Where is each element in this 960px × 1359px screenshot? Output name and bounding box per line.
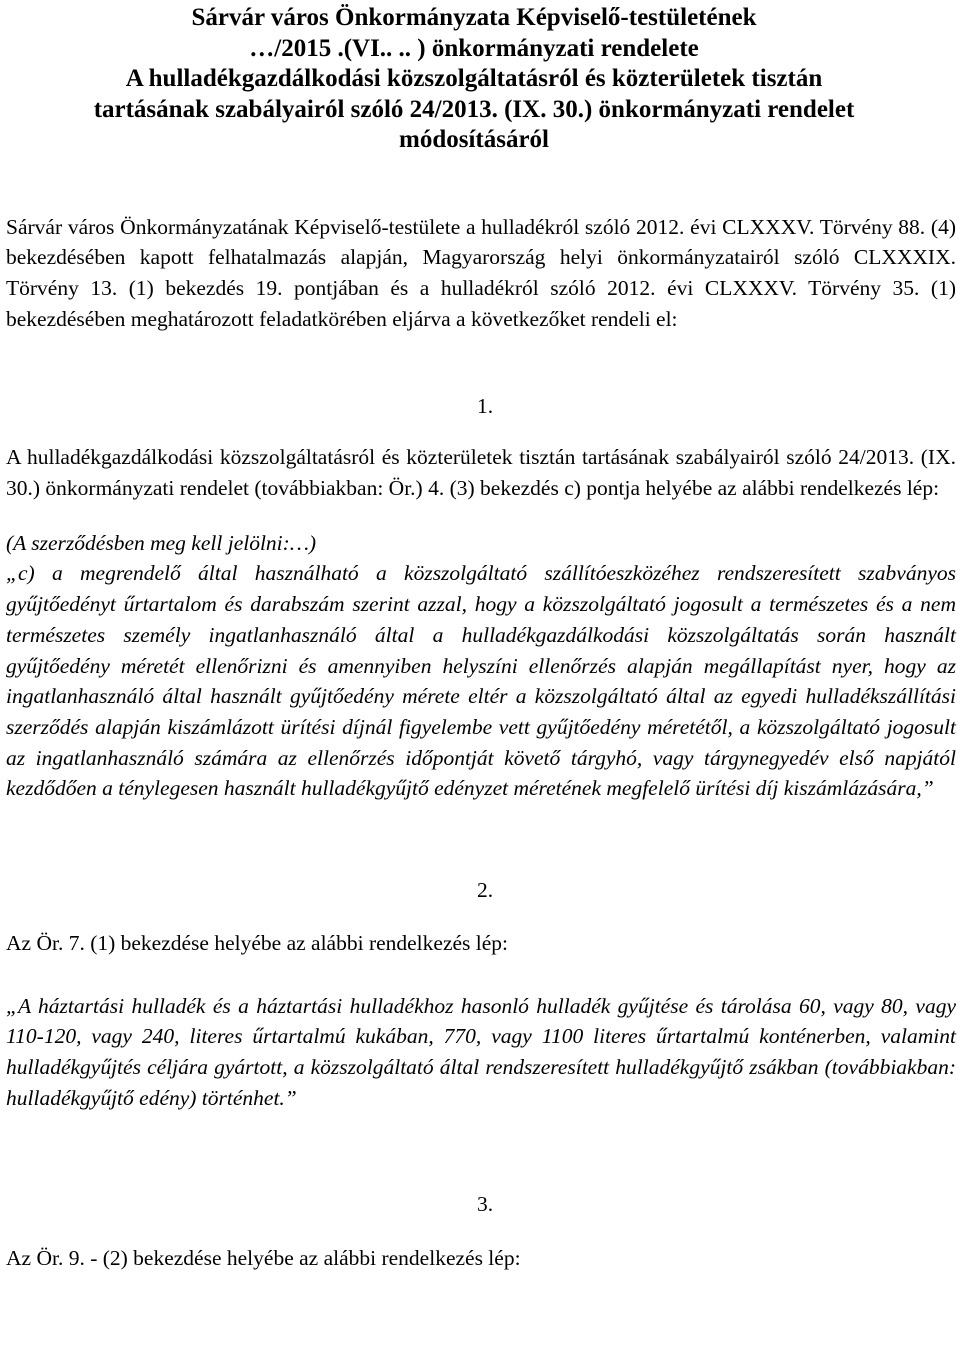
title-line-2: …/2015 .(VI.. .. ) önkormányzati rendelete <box>249 34 699 62</box>
document-title <box>6 3 956 156</box>
section-2-quote: „A háztartási hulladék és a háztartási hulladékhoz hasonló hulladék gyűjtése és tárolása 60, vagy 80, vagy 110-120, vagy 240, literes űrtartalmú kukában, 770, vagy 1100 literes űrtartalmú konténerben, valamint hulladékgyűjtés céljára gyártott, a közszolgáltató által rendszeresített hulladékgyűjtő zsákban (továbbiakban: hulladékgyűjtő edény) történhet.” <box>6 993 956 1110</box>
section-number-3: 3. <box>476 1191 494 1216</box>
title-line-5: módosításáról <box>399 126 549 153</box>
preamble-paragraph: Sárvár város Önkormányzatának Képviselő-testülete a hulladékról szóló 2012. évi CLXXXV. Törvény 88. (4) bekezdésében kapott felhatalmazás alapján, Magyarország helyi önkormányzatairól szóló CLXXXIX. Törvény 13. (1) bekezdés 19. pontjában és a hulladékról szóló 2012. évi CLXXXV. Törvény 35. (1) bekezdésében meghatározott feladatkörében eljárva a következőket rendeli el: <box>6 214 956 331</box>
section-number-1: 1. <box>476 394 494 419</box>
section-1-text: A hulladékgazdálkodási közszolgáltatásról és közterületek tisztán tartásának szabályairól szóló 24/2013. (IX. 30.) önkormányzati rendelet (továbbiakban: Ör.) 4. (3) bekezdés c) pontja helyébe az alábbi rendelkezés lép: <box>6 445 956 501</box>
section-3-text: Az Ör. 9. - (2) bekezdése helyébe az alábbi rendelkezés lép: <box>6 1245 521 1270</box>
section-number-2: 2. <box>476 878 494 903</box>
title-line-3: A hulladékgazdálkodási közszolgáltatásról és közterületek tisztán <box>125 65 823 92</box>
title-line-1: Sárvár város Önkormányzata Képviselő-testületének <box>191 4 757 31</box>
title-line-4: tartásának szabályairól szóló 24/2013. (IX. 30.) önkormányzati rendelet <box>93 95 855 123</box>
section-1-quote: „c) a megrendelő által használható a közszolgáltató szállítóeszközéhez rendszeresített szabványos gyűjtőedényt űrtartalom és darabszám szerint azzal, hogy a közszolgáltató jogosult a természetes és a nem természetes személy ingatlanhasználó által a hulladékgazdálkodási közszolgáltatás során használt gyűjtőedény méretét ellenőrizni és amennyiben helyszíni ellenőrzés alapján megállapítást nyer, hogy az ingatlanhasználó által használt gyűjtőedény mérete eltér a közszolgáltató által az egyedi hulladékszállítási szerződés alapján kiszámlázott ürítési díjnál figyelembe vett gyűjtőedény méretétől, a közszolgáltató jogosult az ingatlanhasználó számára az ellenőrzés időpontját követő tárgyhó, vagy tárgynegyedév első napjától kezdődően a ténylegesen használt hulladékgyűjtő edényzet méretének megfelelő ürítési díj kiszámlázására,” <box>6 561 956 801</box>
section-1-quote-intro: (A szerződésben meg kell jelölni:…) <box>6 530 317 555</box>
section-2-text: Az Ör. 7. (1) bekezdése helyébe az alábbi rendelkezés lép: <box>6 931 509 956</box>
document-page <box>6 0 956 1273</box>
